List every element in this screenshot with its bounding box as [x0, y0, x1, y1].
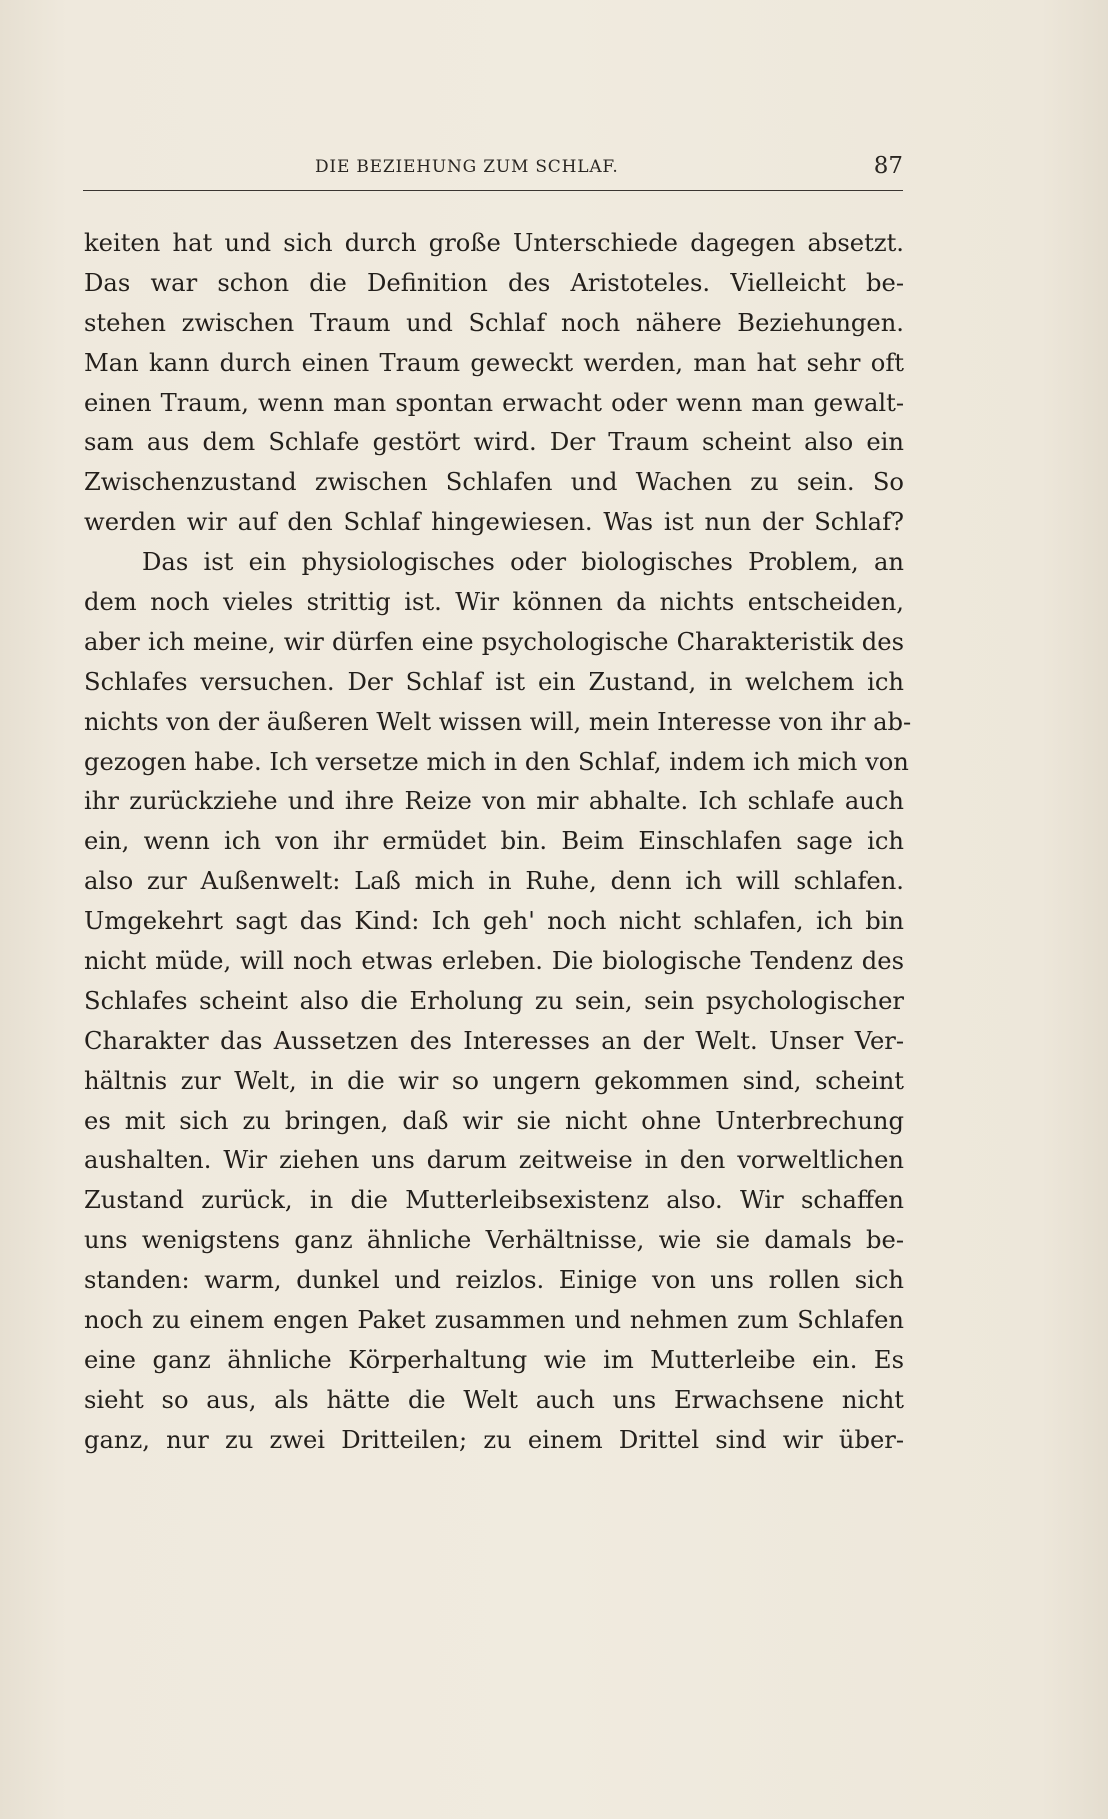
text-line: keiten hat und sich durch große Unterschiede dagegen absetzt. [84, 229, 904, 257]
text-line: Charakter das Aussetzen des Interesses an der Welt. Unser Ver- [84, 1026, 904, 1055]
running-title: DIE BEZIEHUNG ZUM SCHLAF. [315, 157, 619, 177]
text-line: standen: warm, dunkel und reizlos. Einige von uns rollen sich [84, 1266, 904, 1295]
text-line: nicht müde, will noch etwas erleben. Die biologische Tendenz des [84, 947, 904, 976]
text-line: also zur Außenwelt: Laß mich in Ruhe, denn ich will schlafen. [84, 867, 904, 896]
text-line: Das ist ein physiologisches oder biologisches Problem, an [142, 548, 904, 577]
text-line: sieht so aus, als hätte die Welt auch uns Erwachsene nicht [84, 1385, 904, 1414]
text-line: dem noch vieles strittig ist. Wir können da nichts entscheiden, [84, 588, 904, 617]
text-line: gezogen habe. Ich versetze mich in den Schlaf, indem ich mich von [84, 747, 909, 776]
text-line: noch zu einem engen Paket zusammen und nehmen zum Schlafen [84, 1306, 904, 1335]
header-rule [83, 190, 903, 191]
text-line: sam aus dem Schlafe gestört wird. Der Traum scheint also ein [84, 428, 904, 457]
text-line: ganz, nur zu zwei Dritteilen; zu einem Drittel sind wir über- [84, 1425, 904, 1454]
body-text [84, 224, 912, 1461]
text-line: Das war schon die Definition des Aristoteles. Vielleicht be- [84, 268, 904, 297]
text-line: einen Traum, wenn man spontan erwacht oder wenn man gewalt- [84, 388, 904, 417]
text-line: aber ich meine, wir dürfen eine psychologische Charakteristik des [84, 627, 904, 656]
text-line: stehen zwischen Traum und Schlaf noch nähere Beziehungen. [84, 308, 904, 337]
text-line: ihr zurückziehe und ihre Reize von mir abhalte. Ich schlafe auch [84, 787, 904, 816]
text-line: Man kann durch einen Traum geweckt werden, man hat sehr oft [84, 348, 904, 377]
text-line: hältnis zur Welt, in die wir so ungern gekommen sind, scheint [84, 1066, 904, 1095]
text-line: Schlafes scheint also die Erholung zu sein, sein psychologischer [84, 986, 904, 1015]
page-header [83, 155, 903, 195]
text-line: uns wenigstens ganz ähnliche Verhältnisse, wie sie damals be- [84, 1226, 904, 1255]
text-line: Zustand zurück, in die Mutterleibsexistenz also. Wir schaffen [84, 1186, 904, 1215]
text-line: Schlafes versuchen. Der Schlaf ist ein Zustand, in welchem ich [84, 667, 904, 696]
text-line: nichts von der äußeren Welt wissen will, mein Interesse von ihr ab- [84, 707, 912, 736]
text-line: aushalten. Wir ziehen uns darum zeitweise in den vorweltlichen [84, 1146, 904, 1175]
text-line: Zwischenzustand zwischen Schlafen und Wachen zu sein. So [84, 468, 904, 497]
text-line: es mit sich zu bringen, daß wir sie nicht ohne Unterbrechung [84, 1106, 904, 1135]
text-line: eine ganz ähnliche Körperhaltung wie im Mutterleibe ein. Es [84, 1345, 904, 1374]
page-number: 87 [873, 153, 903, 179]
text-line: werden wir auf den Schlaf hingewiesen. Was ist nun der Schlaf? [84, 508, 904, 537]
text-line: ein, wenn ich von ihr ermüdet bin. Beim Einschlafen sage ich [84, 827, 904, 856]
text-line: Umgekehrt sagt das Kind: Ich geh' noch nicht schlafen, ich bin [84, 907, 904, 936]
